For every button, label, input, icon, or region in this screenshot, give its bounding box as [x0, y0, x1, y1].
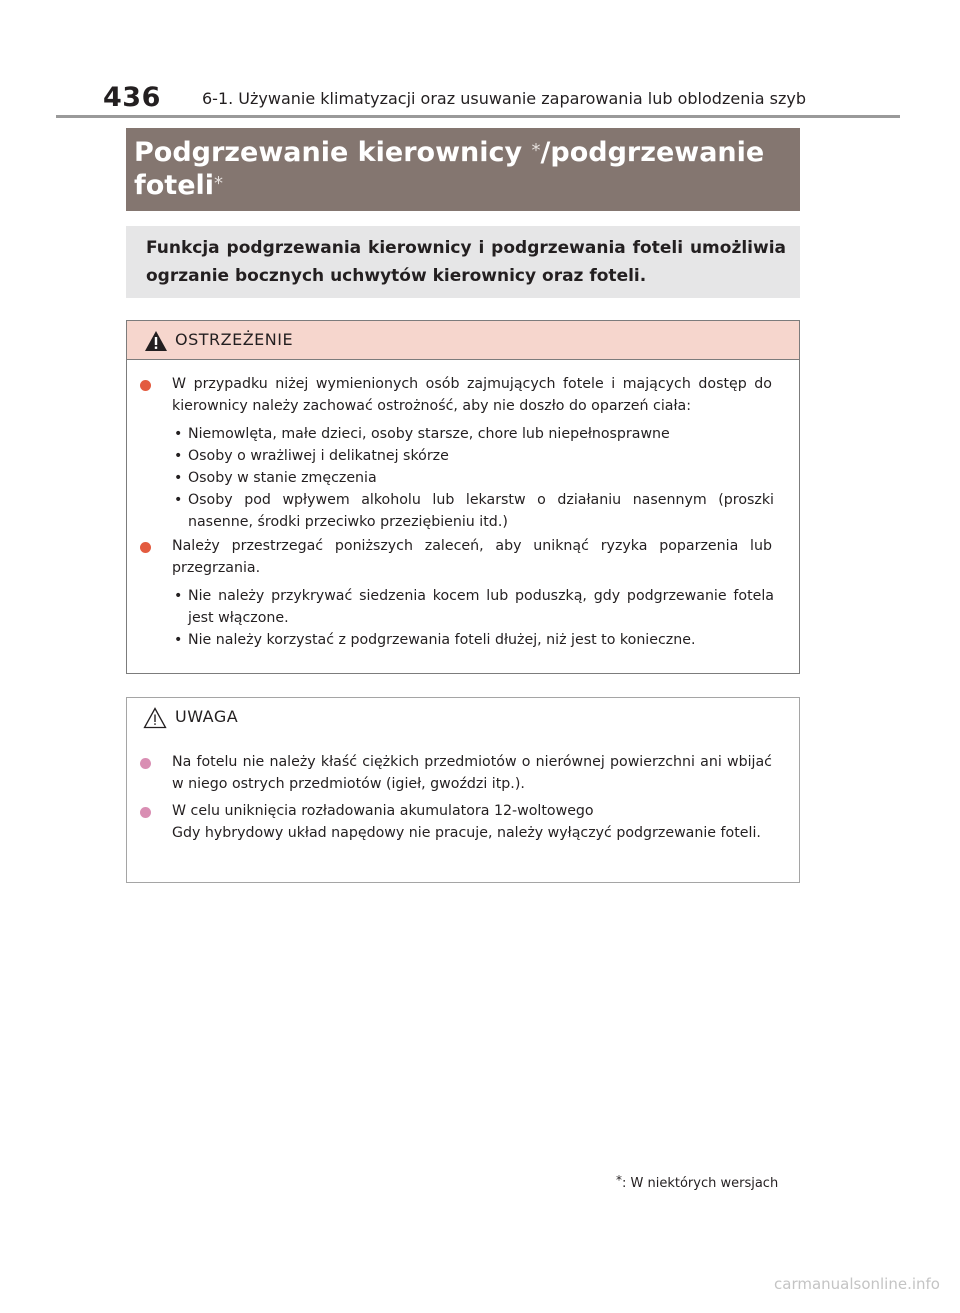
caution-triangle-icon	[143, 707, 167, 729]
header-divider	[56, 115, 900, 118]
bullet-icon	[140, 380, 151, 391]
warning-triangle-icon	[144, 330, 168, 352]
warning-subitem: • Osoby o wrażliwej i delikatnej skórze	[174, 445, 774, 467]
bullet-icon	[140, 758, 151, 769]
notice-item-1: Na fotelu nie należy kłaść ciężkich przedmiotów o nierównej powierzchni ani wbijać w niego ostrych przedmiotów (igieł, gwoździ itp.).	[172, 754, 772, 792]
footnote-text: : W niektórych wersjach	[622, 1176, 779, 1191]
warning-subitem: • Osoby pod wpływem alkoholu lub lekarstw o działaniu nasennym (proszki nasenne, środki przeciwko przeziębieniu itd.)	[174, 489, 774, 533]
warning-item-1: W przypadku niżej wymienionych osób zajmujących fotele i mających dostęp do kierownicy należy zachować ostrożność, aby nie doszło do oparzeń ciała:	[172, 376, 772, 414]
asterisk-icon: *	[531, 140, 541, 161]
warning-subitem: • Nie należy korzystać z podgrzewania foteli dłużej, niż jest to konieczne.	[174, 629, 774, 651]
bullet-icon	[140, 542, 151, 553]
warning-title: OSTRZEŻENIE	[175, 330, 294, 349]
title-part-1: Podgrzewanie kierownicy	[134, 137, 523, 168]
running-title: 6-1. Używanie klimatyzacji oraz usuwanie zaparowania lub oblodzenia szyb	[202, 89, 807, 108]
warning-subitem: • Nie należy przykrywać siedzenia kocem lub poduszką, gdy podgrzewanie fotela jest włączone.	[174, 585, 774, 629]
section-title-bar	[126, 128, 800, 211]
section-title	[134, 136, 794, 202]
warning-item-2: Należy przestrzegać poniższych zaleceń, aby uniknąć ryzyka poparzenia lub przegrzania.	[172, 538, 772, 576]
watermark: carmanualsonline.info	[774, 1275, 940, 1293]
title-part-2: /podgrzewanie	[540, 137, 765, 168]
intro-text: Funkcja podgrzewania kierownicy i podgrzewania foteli umożliwia ogrzanie bocznych uchwytów kierownicy oraz foteli.	[146, 238, 786, 286]
warning-subitem: • Osoby w stanie zmęczenia	[174, 467, 774, 489]
footnote	[616, 1173, 779, 1191]
asterisk-icon: *	[214, 173, 224, 194]
warning-subitem: • Niemowlęta, małe dzieci, osoby starsze, chore lub niepełnosprawne	[174, 423, 774, 445]
asterisk-icon: *	[616, 1173, 622, 1187]
intro-panel	[126, 226, 800, 298]
notice-item-2-text: Gdy hybrydowy układ napędowy nie pracuje, należy wyłączyć podgrzewanie foteli.	[172, 825, 761, 841]
notice-box	[126, 697, 800, 883]
page-number: 436	[103, 82, 161, 113]
bullet-icon	[140, 807, 151, 818]
warning-header	[127, 321, 799, 360]
notice-title: UWAGA	[175, 707, 239, 726]
warning-box	[126, 320, 800, 674]
page-header	[100, 82, 807, 118]
notice-item-2-heading: W celu uniknięcia rozładowania akumulatora 12-woltowego	[172, 803, 594, 819]
title-part-3: foteli	[134, 170, 215, 201]
